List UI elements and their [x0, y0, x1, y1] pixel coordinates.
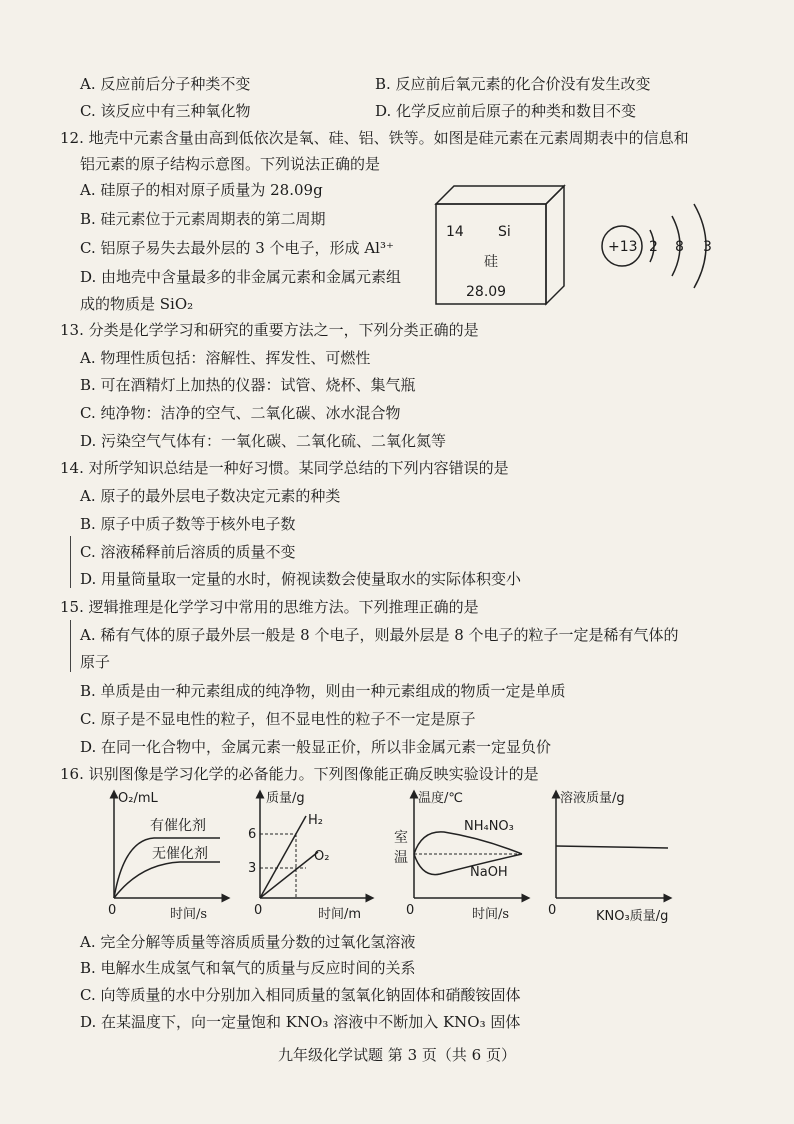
- graph-b-h2-line: [260, 816, 306, 898]
- q11-option-c: C. 该反应中有三种氧化物: [80, 102, 251, 120]
- q11-option-b: B. 反应前后氧元素的化合价没有发生改变: [375, 75, 651, 93]
- element-symbol: Si: [498, 224, 511, 240]
- margin-bracket-q15: [70, 620, 71, 672]
- q14-option-c: C. 溶液稀释前后溶质的质量不变: [80, 543, 296, 561]
- shell-1-electrons: 2: [649, 239, 658, 255]
- graph-a: [100, 788, 230, 924]
- q15-option-c: C. 原子是不显电性的粒子，但不显电性的粒子不一定是原子: [80, 710, 476, 728]
- graph-a-curve1-label: 有催化剂: [150, 818, 206, 834]
- q16-option-c: C. 向等质量的水中分别加入相同质量的氢氧化钠固体和硝酸铵固体: [80, 986, 521, 1004]
- q12-stem-line2: 铝元素的原子结构示意图。下列说法正确的是: [80, 155, 381, 173]
- q16-stem: 16. 识别图像是学习化学的必备能力。下列图像能正确反映实验设计的是: [60, 765, 539, 783]
- atom-nucleus-charge: +13: [608, 239, 638, 255]
- graph-b-ylabel: 质量/g: [266, 791, 305, 806]
- graph-b: [246, 788, 376, 924]
- graph-c-ylabel: 温度/℃: [418, 791, 463, 806]
- q12-option-b: B. 硅元素位于元素周期表的第二周期: [80, 210, 326, 228]
- element-mass: 28.09: [466, 284, 507, 300]
- graph-c-ref-label-2: 温: [394, 850, 408, 866]
- q11-option-a: A. 反应前后分子种类不变: [80, 75, 251, 93]
- graph-c-ref-label-1: 室: [394, 830, 408, 846]
- graph-c-curve1-label: NH₄NO₃: [464, 819, 514, 834]
- graph-d-xlabel: KNO₃质量/g: [596, 909, 669, 924]
- q13-option-b: B. 可在酒精灯上加热的仪器：试管、烧杯、集气瓶: [80, 376, 416, 394]
- q12-option-c: C. 铝原子易失去最外层的 3 个电子，形成 Al³⁺: [80, 239, 394, 257]
- graph-c-origin: 0: [406, 903, 415, 918]
- graph-b-origin: 0: [254, 903, 263, 918]
- graph-b-xlabel: 时间/m: [318, 907, 362, 922]
- q13-option-d: D. 污染空气气体有：一氧化碳、二氧化硫、二氧化氮等: [80, 432, 447, 450]
- q12-stem-line1: 12. 地壳中元素含量由高到低依次是氧、硅、铝、铁等。如图是硅元素在元素周期表中的信息和: [60, 129, 689, 147]
- graph-a-ylabel: O₂/mL: [118, 791, 158, 806]
- element-name: 硅: [484, 254, 498, 270]
- q14-stem: 14. 对所学知识总结是一种好习惯。某同学总结的下列内容错误的是: [60, 459, 509, 477]
- graph-c: [392, 788, 532, 924]
- graph-b-tick-6: 6: [248, 827, 257, 842]
- element-atomic-number: 14: [446, 224, 464, 240]
- q16-option-a: A. 完全分解等质量等溶质质量分数的过氧化氢溶液: [80, 933, 416, 951]
- q14-option-b: B. 原子中质子数等于核外电子数: [80, 515, 296, 533]
- q13-option-c: C. 纯净物：洁净的空气、二氧化碳、冰水混合物: [80, 404, 401, 422]
- graph-c-xlabel: 时间/s: [472, 907, 510, 922]
- aluminum-atom-diagram: [598, 196, 728, 296]
- q11-option-d: D. 化学反应前后原子的种类和数目不变: [375, 102, 637, 120]
- graph-a-curve2-label: 无催化剂: [152, 846, 208, 862]
- q13-option-a: A. 物理性质包括：溶解性、挥发性、可燃性: [80, 349, 371, 367]
- q14-option-a: A. 原子的最外层电子数决定元素的种类: [80, 487, 341, 505]
- shell-2-electrons: 8: [675, 239, 684, 255]
- graph-c-nh4no3-curve: [414, 832, 522, 854]
- margin-bracket: [70, 536, 71, 588]
- q12-option-d-cont: 成的物质是 SiO₂: [80, 295, 194, 313]
- graph-d: [544, 788, 694, 924]
- q16-option-b: B. 电解水生成氢气和氧气的质量与反应时间的关系: [80, 959, 416, 977]
- q15-option-a: A. 稀有气体的原子最外层一般是 8 个电子，则最外层是 8 个电子的粒子一定是稀有气体的: [80, 626, 679, 644]
- q14-option-d: D. 用量筒量取一定量的水时，俯视读数会使量取水的实际体积变小: [80, 570, 522, 588]
- q15-option-a-cont: 原子: [80, 653, 111, 671]
- graph-d-solution-line: [556, 846, 668, 848]
- graph-a-xlabel: 时间/s: [170, 907, 208, 922]
- graph-b-o2-line: [260, 852, 318, 898]
- graph-d-origin: 0: [548, 903, 557, 918]
- page-footer: 九年级化学试题 第 3 页（共 6 页）: [278, 1046, 516, 1064]
- graph-a-origin: 0: [108, 903, 117, 918]
- q15-option-b: B. 单质是由一种元素组成的纯净物，则由一种元素组成的物质一定是单质: [80, 682, 566, 700]
- graph-b-line2-label: O₂: [314, 849, 330, 864]
- graph-a-no-catalyst-curve: [114, 862, 220, 898]
- q13-stem: 13. 分类是化学学习和研究的重要方法之一，下列分类正确的是: [60, 321, 479, 339]
- graph-b-tick-3: 3: [248, 861, 257, 876]
- q15-option-d: D. 在同一化合物中，金属元素一般显正价，所以非金属元素一定显负价: [80, 738, 552, 756]
- graph-b-line1-label: H₂: [308, 813, 323, 828]
- graph-d-ylabel: 溶液质量/g: [560, 791, 625, 806]
- q15-stem: 15. 逻辑推理是化学学习中常用的思维方法。下列推理正确的是: [60, 598, 479, 616]
- element-box-diagram: [436, 186, 566, 308]
- q16-option-d: D. 在某温度下，向一定量饱和 KNO₃ 溶液中不断加入 KNO₃ 固体: [80, 1013, 521, 1031]
- graph-c-curve2-label: NaOH: [470, 865, 508, 880]
- shell-3-electrons: 3: [703, 239, 712, 255]
- q12-option-d: D. 由地壳中含量最多的非金属元素和金属元素组: [80, 268, 402, 286]
- q12-option-a: A. 硅原子的相对原子质量为 28.09g: [80, 181, 323, 199]
